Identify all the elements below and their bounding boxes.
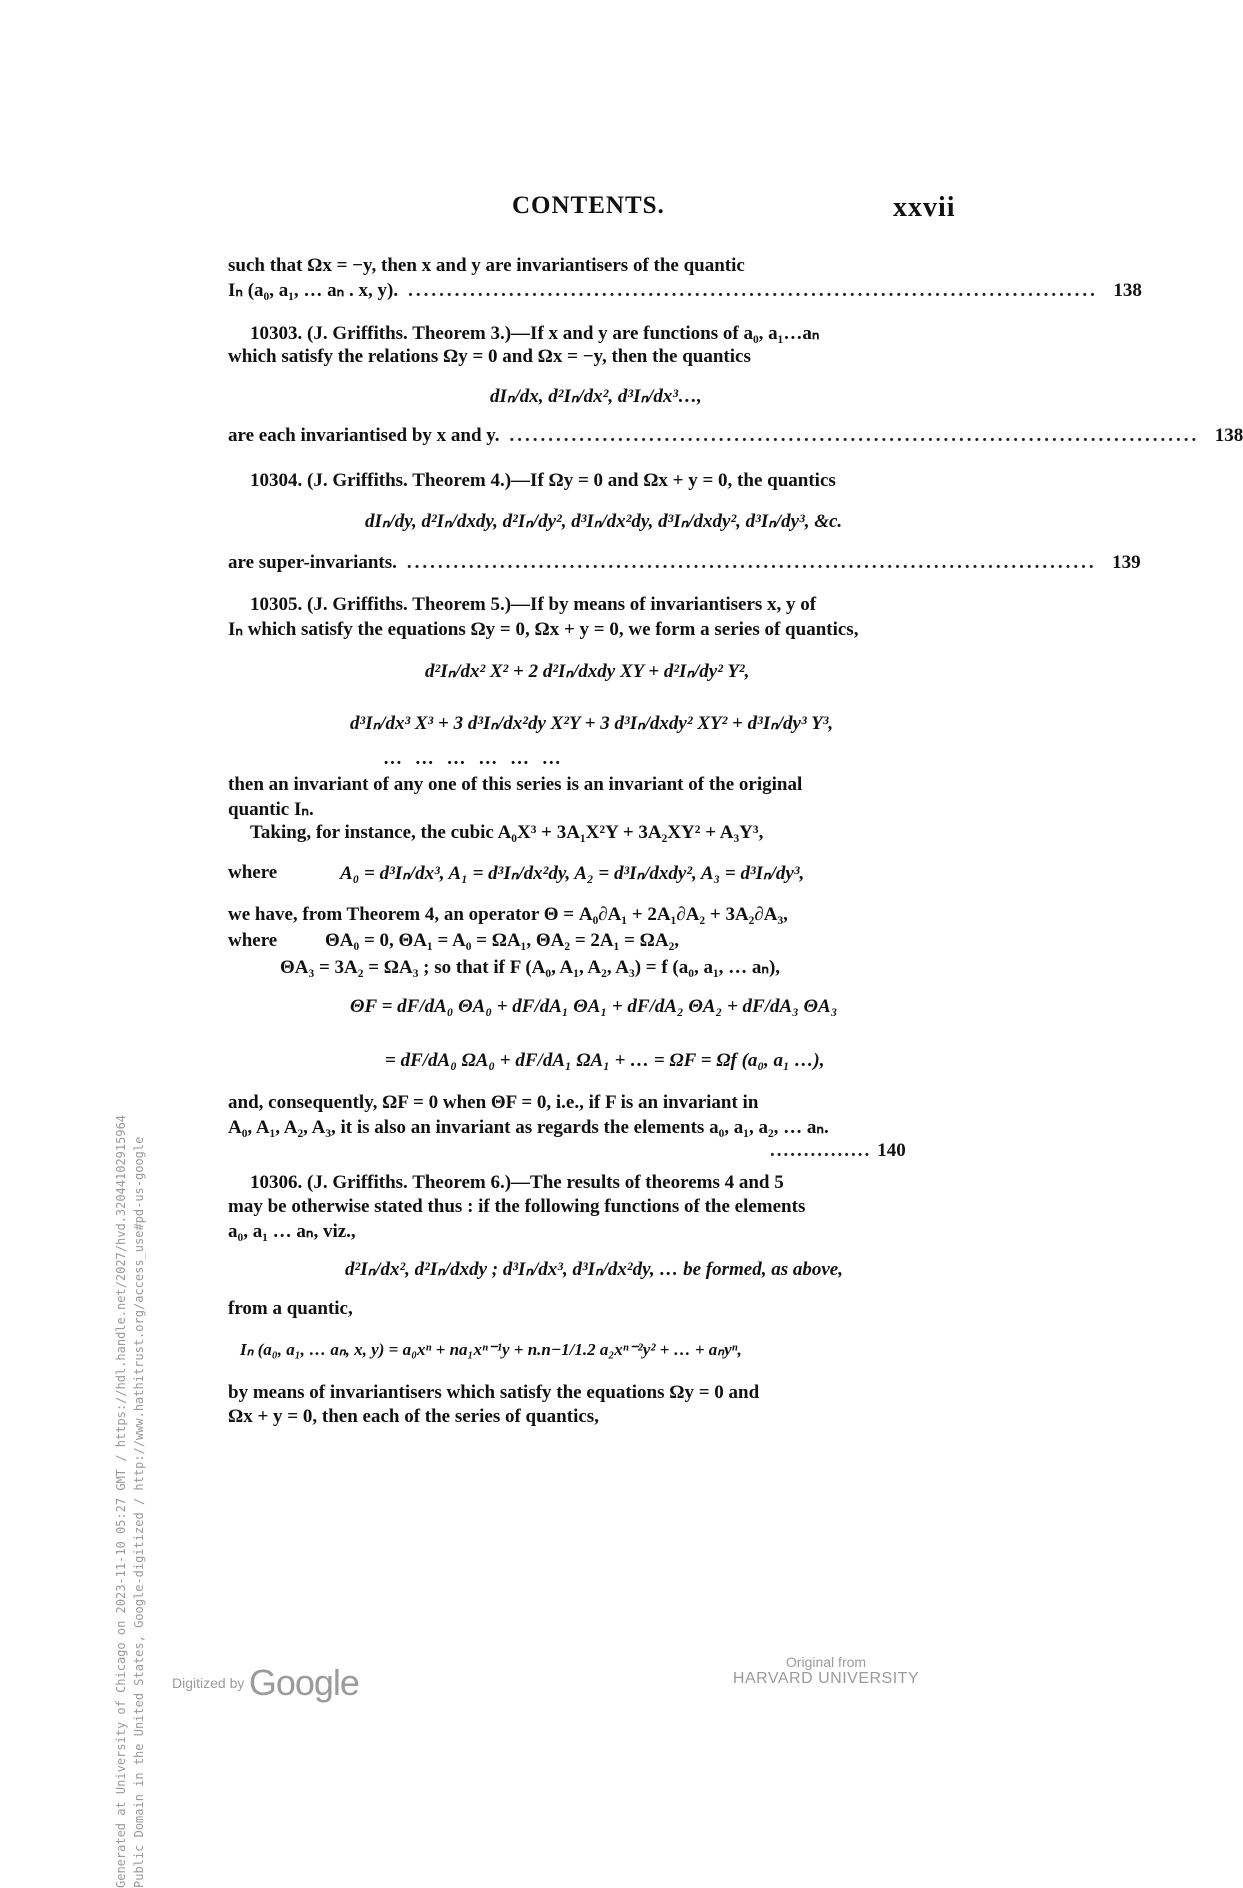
digitized-by-google [172,1662,359,1704]
watermark-line-1: Generated at University of Chicago on 2023-11-10 05:27 GMT / https://hdl.handle.net/2027/hvd.32044102915964 [114,1114,128,1888]
q10305-page-ref: 140 [877,1140,906,1161]
q10305-defs: A₀ = d³Iₙ/dx³, A₁ = d³Iₙ/dx²dy, A₂ = d³Iₙ/dxdy², A₃ = d³Iₙ/dy³, [340,863,805,884]
q10306-line-3: a₀, a₁ … aₙ, viz., [228,1221,356,1242]
leader-dots: ......................................................................................... [406,552,1097,573]
q10305-line-8: ΘA₃ = 3A₂ = ΩA₃ ; so that if F (A₀, A₁, A₂, A₃) = f (a₀, a₁, … aₙ), [280,957,781,978]
q10303-line-3: are each invariantised by x and y. [228,425,500,446]
q10306-line-4: from a quantic, [228,1298,353,1319]
q10305-line-7: ΘA₀ = 0, ΘA₁ = A₀ = ΩA₁, ΘA₂ = 2A₁ = ΩA₂, [325,930,680,951]
original-from-label: Original from [785,1654,867,1670]
original-from [726,1654,926,1688]
q10303-toc-entry [228,425,1243,447]
q10303-formula: dIₙ/dx, d²Iₙ/dx², d³Iₙ/dx³…, [490,386,702,407]
q10304-page-ref: 139 [1112,552,1141,573]
q10305-line-11: and, consequently, ΩF = 0 when ΘF = 0, i.e., if F is an invariant in [228,1092,759,1113]
q10306-formula-2: Iₙ (a₀, a₁, … aₙ, x, y) = a₀xⁿ + na₁xⁿ⁻¹y + n.n−1/1.2 a₂xⁿ⁻²y² + … + aₙyⁿ, [240,1340,742,1359]
digitized-by-label: Digitized by [172,1675,245,1691]
q10303-page-ref: 138 [1214,425,1243,446]
q10305-where-2: where [228,930,278,951]
q10304-toc-entry [228,552,1141,574]
running-header-title: CONTENTS. [512,192,665,219]
q10306-line-1: 10306. (J. Griffiths. Theorem 6.)—The results of theorems 4 and 5 [250,1172,784,1193]
q10305-toc-entry [770,1140,906,1162]
q10305-line-5: Taking, for instance, the cubic A₀X³ + 3A₁X²Y + 3A₂XY² + A₃Y³, [250,822,764,843]
q10305-line-4: quantic Iₙ. [228,799,314,820]
q10304-line-2: are super-invariants. [228,552,397,573]
q10305-line-9: ΘF = dF/dA₀ ΘA₀ + dF/dA₁ ΘA₁ + dF/dA₂ ΘA₂ + dF/dA₃ ΘA₃ [350,996,838,1017]
q10305-line-6: we have, from Theorem 4, an operator Θ = A₀∂A₁ + 2A₁∂A₂ + 3A₂∂A₃, [228,904,788,925]
q10303-line-1: 10303. (J. Griffiths. Theorem 3.)—If x and y are functions of a₀, a₁…aₙ [250,323,820,344]
q10305-ellipsis: … … … … … … [383,748,565,769]
google-logo: Google [248,1662,359,1703]
q10305-line-2: Iₙ which satisfy the equations Ωy = 0, Ωx + y = 0, we form a series of quantics, [228,619,859,640]
q10304-line-1: 10304. (J. Griffiths. Theorem 4.)—If Ωy = 0 and Ωx + y = 0, the quantics [250,470,836,491]
q10305-line-10: = dF/dA₀ ΩA₀ + dF/dA₁ ΩA₁ + … = ΩF = Ωf (a₀, a₁ …), [385,1050,825,1071]
q10305-line-3: then an invariant of any one of this series is an invariant of the original [228,774,803,795]
harvard-university-label: HARVARD UNIVERSITY [732,1670,920,1687]
q10304-formula: dIₙ/dy, d²Iₙ/dxdy, d²Iₙ/dy², d³Iₙ/dx²dy, d³Iₙ/dxdy², d³Iₙ/dy³, &c. [365,511,843,532]
q10306-line-6: Ωx + y = 0, then each of the series of quantics, [228,1406,599,1427]
q10306-formula: d²Iₙ/dx², d²Iₙ/dxdy ; d³Iₙ/dx³, d³Iₙ/dx²dy, … be formed, as above, [345,1259,843,1280]
q10306-line-2: may be otherwise stated thus : if the following functions of the elements [228,1196,806,1217]
intro-toc-entry [228,279,1142,302]
hathitrust-watermark [112,388,148,1888]
q10306-line-5: by means of invariantisers which satisfy the equations Ωy = 0 and [228,1382,760,1403]
q10303-line-2: which satisfy the relations Ωy = 0 and Ωx = −y, then the quantics [228,346,751,367]
intro-line-1: such that Ωx = −y, then x and y are invariantisers of the quantic [228,255,745,276]
q10305-where-1: where [228,862,278,883]
intro-line-2: Iₙ (a₀, a₁, … aₙ . x, y). [228,280,399,301]
leader-dots: ............... [770,1140,872,1161]
q10305-eq-2: d³Iₙ/dx³ X³ + 3 d³Iₙ/dx²dy X²Y + 3 d³Iₙ/dxdy² XY² + d³Iₙ/dy³ Y³, [350,713,834,734]
watermark-line-2: Public Domain in the United States, Google-digitized / http://www.hathitrust.org/access_use#pd-us-google [132,1136,146,1888]
leader-dots: ......................................................................................... [408,280,1098,301]
q10305-line-1: 10305. (J. Griffiths. Theorem 5.)—If by means of invariantisers x, y of [250,594,817,615]
intro-page-ref: 138 [1113,280,1142,301]
q10305-line-12: A₀, A₁, A₂, A₃, it is also an invariant as regards the elements a₀, a₁, a₂, … aₙ. [228,1117,829,1138]
leader-dots: ......................................................................................... [509,425,1200,446]
q10305-eq-1: d²Iₙ/dx² X² + 2 d²Iₙ/dxdy XY + d²Iₙ/dy² Y², [425,661,750,682]
page-number-roman: xxvii [893,192,956,223]
